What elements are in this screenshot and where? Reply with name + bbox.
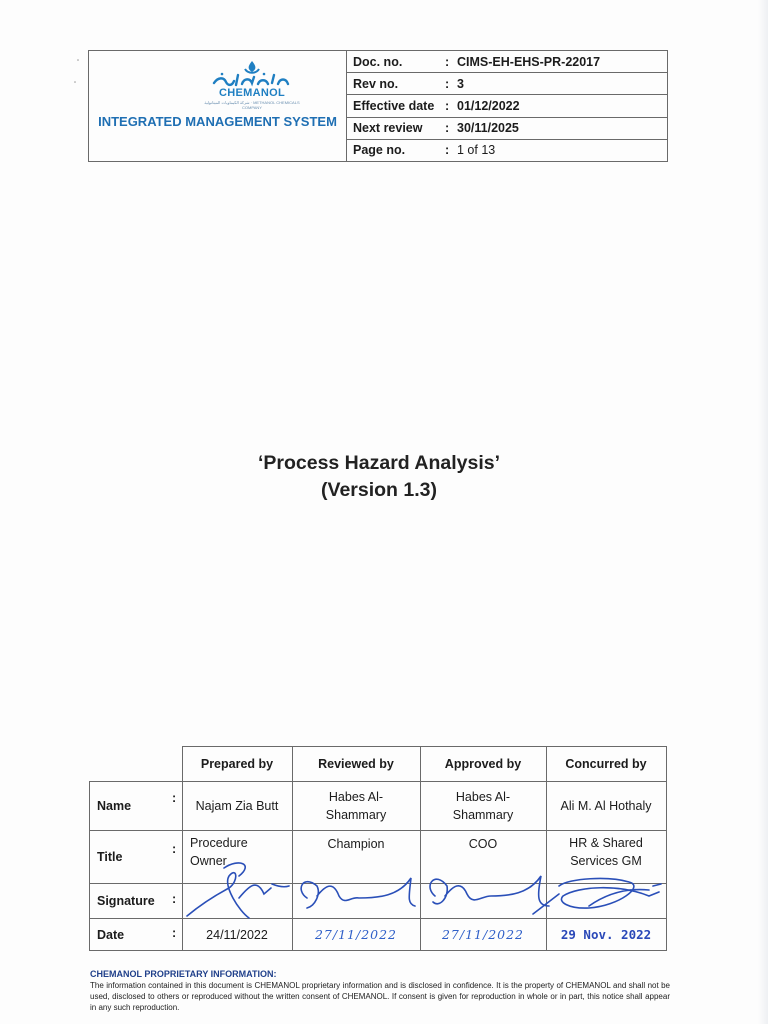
effective-date-label: Effective date xyxy=(353,99,435,113)
page-no-label: Page no. xyxy=(353,143,406,158)
title-version: (Version 1.3) xyxy=(321,479,437,501)
title-concurred: HR & Shared Services GM xyxy=(569,836,643,868)
doc-no-value: CIMS-EH-EHS-PR-22017 xyxy=(457,54,601,69)
signatures-layer xyxy=(89,746,667,951)
next-review-value: 30/11/2025 xyxy=(457,121,519,136)
signature-reviewed-icon xyxy=(301,878,415,908)
date-prepared: 24/11/2022 xyxy=(206,927,268,942)
title-reviewed: Champion xyxy=(327,837,385,851)
title-prepared: Procedure Owner xyxy=(190,836,248,868)
name-concurred: Ali M. Al Hothaly xyxy=(560,798,652,813)
rev-no-row: Rev no. : 3 xyxy=(347,73,667,95)
header-logo-cell xyxy=(89,51,347,161)
signature-approved-icon xyxy=(430,876,549,906)
approval-table: Prepared by Reviewed by Approved by Concurred by Name : Najam Zia Butt Habes Al-Shammary Habes Al-Shammary Ali M. Al Hothaly Title : Procedure Owner Champion COO HR & Shared Services GM Signature : Date : 24/11/2022 27/11/2022 27/11/2022 29 Nov. 2022 xyxy=(89,746,667,951)
name-approved: Habes Al-Shammary xyxy=(452,789,514,822)
col-prepared-by: Prepared by xyxy=(200,756,274,771)
page-no-value: 1 of 13 xyxy=(457,143,496,158)
effective-date-row: Effective date : 01/12/2022 xyxy=(347,95,667,117)
signature-prepared-icon xyxy=(187,863,289,918)
col-concurred-by: Concurred by xyxy=(565,756,647,771)
name-reviewed: Habes Al-Shammary xyxy=(325,789,387,822)
logo-wordmark: CHEMANOL xyxy=(219,87,285,99)
name-prepared: Najam Zia Butt xyxy=(195,798,279,813)
page-no-row: Page no. : 1 of 13 xyxy=(353,143,496,158)
rev-no-label: Rev no. xyxy=(353,76,399,91)
date-reviewed: 27/11/2022 xyxy=(314,926,398,942)
row-label-name: Name xyxy=(97,798,132,813)
notice-heading: CHEMANOL PROPRIETARY INFORMATION: xyxy=(90,969,277,979)
document-header xyxy=(88,50,668,162)
chemanol-logo xyxy=(202,57,312,110)
col-approved-by: Approved by xyxy=(444,756,522,771)
logo-subtitle: شركة الكيماويات الميثانولية · METHANOL CHEMICALS COMPANY xyxy=(204,100,300,110)
document-control-table xyxy=(347,51,667,161)
title-line-1: ‘Process Hazard Analysis’ xyxy=(257,452,501,474)
col-reviewed-by: Reviewed by xyxy=(318,756,394,771)
system-title: INTEGRATED MANAGEMENT SYSTEM xyxy=(98,114,337,129)
row-label-signature: Signature xyxy=(97,893,155,908)
doc-no-row: Doc. no. : CIMS-EH-EHS-PR-22017 xyxy=(347,51,667,73)
date-approved: 27/11/2022 xyxy=(441,926,525,942)
row-label-title: Title xyxy=(97,849,123,864)
page-edge-shadow xyxy=(758,0,768,1024)
document-title xyxy=(0,450,758,504)
next-review-label: Next review xyxy=(353,121,423,136)
row-label-date: Date xyxy=(97,927,125,942)
signature-concurred-icon xyxy=(533,879,661,914)
chemanol-logo-mark-icon xyxy=(202,57,312,89)
next-review-row: Next review : 30/11/2025 xyxy=(347,118,667,140)
title-approved: COO xyxy=(468,837,498,851)
rev-no-value: 3 xyxy=(457,76,464,91)
notice-text: The information contained in this document is CHEMANOL proprietary information and is disclosed in confidence. It is the property of CHEMANOL and shall not be used, disclosed to others or reproduced without the written consent of CHEMANOL. If consent is given for reproduction in whole or in part, this notice shall appear in any such reproduction. xyxy=(90,981,670,1012)
doc-no-label: Doc. no. xyxy=(353,54,403,69)
scan-specks xyxy=(74,56,80,86)
proprietary-notice xyxy=(90,969,670,1013)
date-concurred: 29 Nov. 2022 xyxy=(560,926,652,942)
effective-date-value: 01/12/2022 xyxy=(457,99,520,113)
